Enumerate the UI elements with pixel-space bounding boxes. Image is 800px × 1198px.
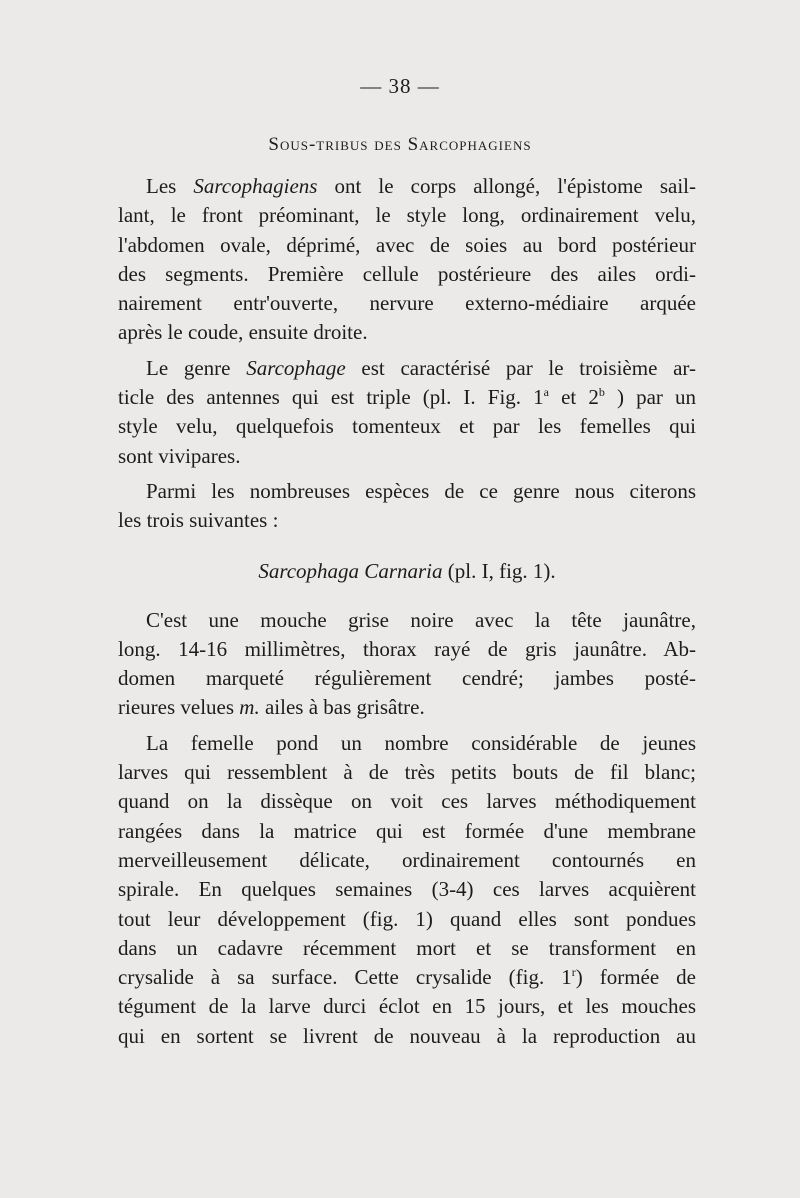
text-run: domen marqueté régulièrement cendré; jambes posté- bbox=[118, 666, 696, 691]
text-run: style velu, quelquefois tomenteux et par les femelles qui bbox=[118, 414, 696, 439]
text-line bbox=[118, 875, 696, 904]
superscript: b bbox=[598, 385, 605, 400]
body-text bbox=[118, 172, 696, 1051]
text-run: larves qui ressemblent à de très petits bouts de fil blanc; bbox=[118, 760, 696, 785]
text-line bbox=[118, 817, 696, 846]
text-run: après le coude, ensuite droite. bbox=[118, 320, 368, 345]
text-run: crysalide à sa surface. Cette crysalide (fig. 1 bbox=[118, 965, 572, 990]
text-run: tout leur développement (fig. 1) quand elles sont pondues bbox=[118, 906, 696, 931]
text-line bbox=[118, 846, 696, 875]
text-line bbox=[118, 992, 696, 1021]
paragraph bbox=[118, 354, 696, 471]
text-line bbox=[118, 289, 696, 318]
italic-term: m. bbox=[239, 695, 260, 720]
text-line bbox=[118, 963, 696, 992]
superscript: r bbox=[571, 965, 576, 980]
paragraph bbox=[118, 172, 696, 348]
text-line bbox=[118, 260, 696, 289]
text-run: nairement entr'ouverte, nervure externo-médiaire arquée bbox=[118, 291, 696, 316]
text-run: ) par un bbox=[604, 385, 696, 410]
text-run: sont vivipares. bbox=[118, 443, 241, 468]
text-line bbox=[118, 354, 696, 383]
paragraph bbox=[118, 477, 696, 536]
text-run: et 2 bbox=[548, 385, 599, 410]
italic-term: Sarcophagiens bbox=[193, 174, 318, 198]
text-line bbox=[118, 758, 696, 787]
section-heading: Sous-tribus des Sarcophagiens bbox=[268, 134, 532, 155]
text-run: C'est une mouche grise noire avec la tête jaunâtre, bbox=[146, 607, 696, 632]
text-run: long. 14-16 millimètres, thorax rayé de gris jaunâtre. Ab- bbox=[118, 636, 696, 661]
text-line bbox=[118, 729, 696, 758]
italic-term: Sarcophage bbox=[246, 355, 346, 380]
text-line bbox=[118, 383, 696, 412]
text-line bbox=[118, 664, 696, 693]
text-run: spirale. En quelques semaines (3-4) ces larves acquièrent bbox=[118, 877, 696, 902]
text-line bbox=[118, 442, 696, 471]
superscript: a bbox=[543, 385, 549, 400]
text-run: qui en sortent se livrent de nouveau à la reproduction au bbox=[118, 1023, 696, 1048]
text-line bbox=[118, 1022, 696, 1051]
text-run: est caractérisé par le troisième ar- bbox=[345, 355, 696, 380]
text-line bbox=[118, 905, 696, 934]
text-run: des segments. Première cellule postérieure des ailes ordi- bbox=[118, 261, 696, 286]
text-run: La femelle pond un nombre considérable de jeunes bbox=[146, 730, 696, 755]
text-run: tégument de la larve durci éclot en 15 jours, et les mouches bbox=[118, 994, 696, 1019]
text-run: les trois suivantes : bbox=[118, 508, 279, 533]
text-line bbox=[118, 606, 696, 635]
text-run: l'abdomen ovale, déprimé, avec de soies au bord postérieur bbox=[118, 232, 696, 257]
text-line bbox=[118, 477, 696, 506]
text-run: ) formée de bbox=[575, 965, 697, 990]
text-line bbox=[118, 412, 696, 441]
text-run: rieures velues bbox=[118, 695, 240, 720]
text-run: rangées dans la matrice qui est formée d'une membrane bbox=[118, 818, 696, 843]
species-subtitle bbox=[118, 556, 696, 586]
text-run: lant, le front préominant, le style long, ordinairement velu, bbox=[118, 203, 696, 228]
text-line bbox=[118, 506, 696, 535]
paragraph bbox=[118, 729, 696, 1051]
text-run: ont le corps allongé, l'épistome sail- bbox=[317, 174, 696, 198]
text-line bbox=[118, 693, 696, 722]
text-line bbox=[118, 172, 696, 201]
text-line bbox=[118, 635, 696, 664]
text-run: quand on la dissèque on voit ces larves méthodiquement bbox=[118, 789, 696, 814]
paragraph bbox=[118, 606, 696, 723]
text-run: ticle des antennes qui est triple (pl. I. Fig. 1 bbox=[118, 385, 544, 410]
text-line bbox=[118, 934, 696, 963]
text-run: Les bbox=[146, 174, 194, 198]
plate-reference: (pl. I, fig. 1). bbox=[442, 558, 556, 583]
text-line bbox=[118, 318, 696, 347]
text-run: Le genre bbox=[146, 355, 247, 380]
page-number: — 38 — bbox=[360, 74, 440, 98]
text-line bbox=[118, 787, 696, 816]
text-run: Parmi les nombreuses espèces de ce genre nous citerons bbox=[146, 478, 696, 503]
text-line bbox=[118, 201, 696, 230]
species-name: Sarcophaga Carnaria bbox=[258, 558, 443, 583]
text-run: merveilleusement délicate, ordinairement contournés en bbox=[118, 847, 696, 872]
text-line bbox=[118, 231, 696, 260]
text-run: dans un cadavre récemment mort et se transforment en bbox=[118, 935, 696, 960]
text-run: ailes à bas grisâtre. bbox=[259, 695, 425, 720]
